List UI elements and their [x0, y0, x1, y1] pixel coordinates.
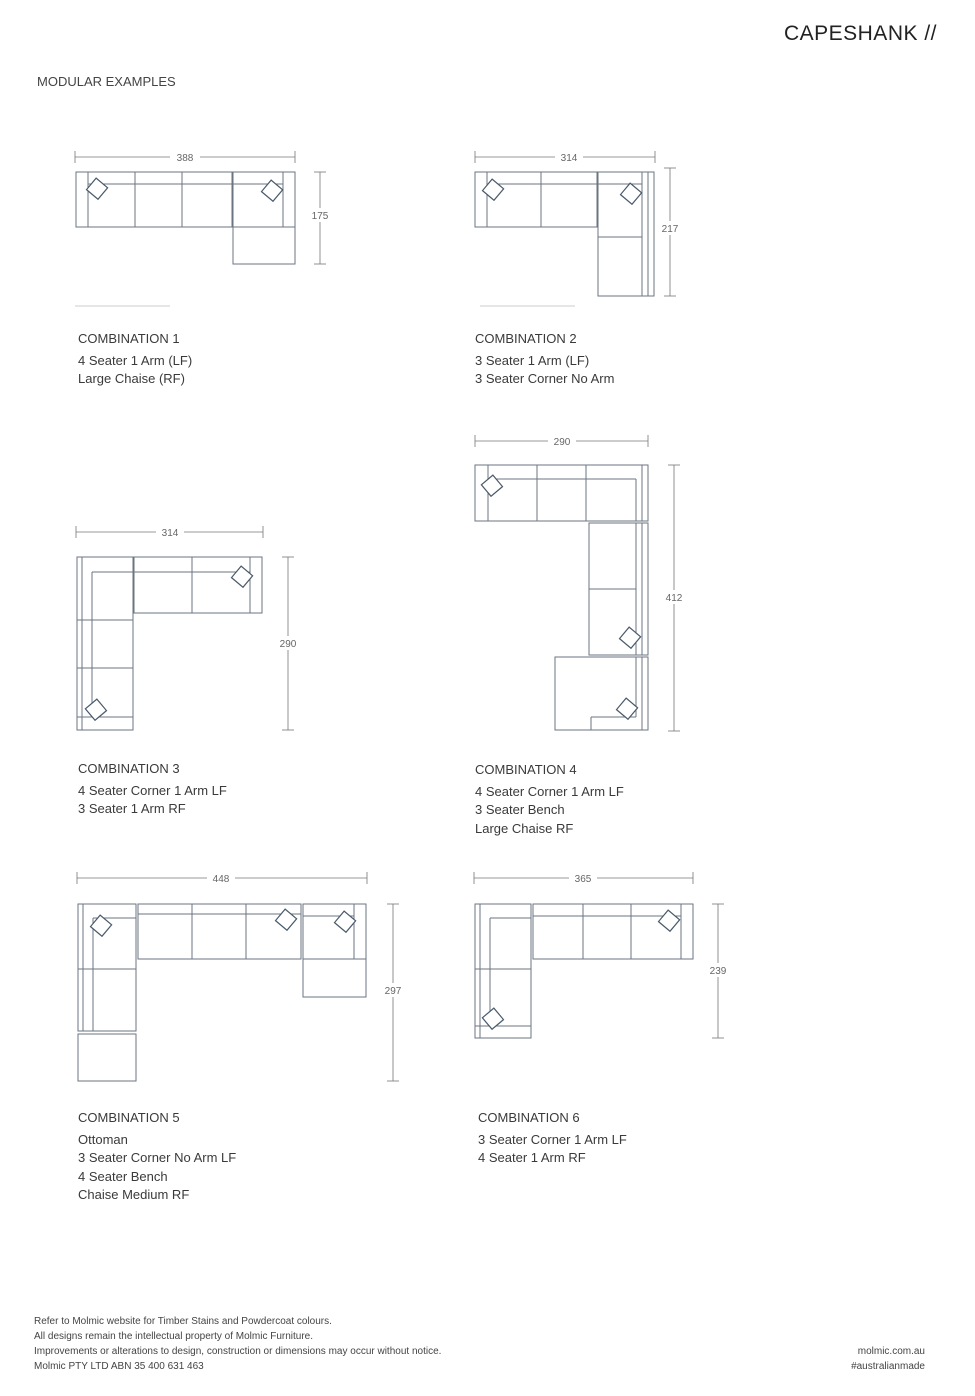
combination-line: 3 Seater Bench [475, 802, 565, 817]
combination-5-drawing [77, 871, 406, 1081]
combination-1-caption [78, 330, 192, 389]
combination-line: 3 Seater Corner 1 Arm LF [478, 1131, 627, 1147]
combination-line: 3 Seater 1 Arm (LF) [475, 352, 590, 368]
combination-title: COMBINATION 6 [478, 1110, 580, 1125]
combination-title: COMBINATION 5 [78, 1110, 180, 1125]
combination-title: COMBINATION 4 [475, 762, 577, 777]
combo-3-width: 314 [161, 528, 179, 539]
section-title: MODULAR EXAMPLES [37, 74, 176, 89]
combination-line: 3 Seater 1 Arm RF [78, 801, 186, 816]
combination-4-drawing [475, 434, 687, 731]
combination-line: Chaise Medium RF [78, 1187, 190, 1202]
combo-5-depth: 297 [384, 986, 402, 997]
combo-4-depth: 412 [665, 593, 683, 604]
combination-line: 4 Seater Corner 1 Arm LF [475, 783, 624, 799]
combination-line: Ottoman [78, 1131, 128, 1147]
combo-6-depth: 239 [709, 966, 727, 977]
combination-line: 4 Seater 1 Arm (LF) [78, 352, 193, 368]
footer-notes [34, 1314, 441, 1374]
footer-note: Refer to Molmic website for Timber Stains and Powdercoat colours. [34, 1316, 332, 1327]
combination-5-caption [78, 1109, 236, 1205]
combination-title: COMBINATION 2 [475, 331, 577, 346]
combo-3-depth: 290 [279, 639, 297, 650]
combination-line: 3 Seater Corner No Arm LF [78, 1150, 237, 1165]
combination-2-drawing [475, 150, 683, 306]
combination-line: 3 Seater Corner No Arm [475, 371, 615, 386]
hashtag: #australianmade [851, 1361, 925, 1372]
combination-3-caption [78, 760, 227, 819]
combo-2-width: 314 [560, 153, 578, 164]
combination-line: Large Chaise (RF) [78, 371, 185, 386]
combination-line: 4 Seater Corner 1 Arm LF [78, 782, 227, 798]
website-link[interactable]: molmic.com.au [857, 1346, 925, 1357]
footer-note: Improvements or alterations to design, construction or dimensions may occur without notice. [34, 1346, 442, 1357]
combo-2-depth: 217 [661, 224, 679, 235]
combination-4-caption [475, 761, 624, 838]
combo-4-width: 290 [553, 437, 571, 448]
combination-6-drawing [474, 871, 731, 1038]
footer-note: Molmic PTY LTD ABN 35 400 631 463 [34, 1361, 204, 1372]
combination-3-drawing [76, 525, 301, 730]
combo-1-width: 388 [176, 153, 194, 164]
combo-1-depth: 175 [311, 211, 329, 222]
combination-title: COMBINATION 3 [78, 761, 180, 776]
combination-title: COMBINATION 1 [78, 331, 180, 346]
combination-2-caption [475, 330, 614, 389]
combination-line: 4 Seater Bench [78, 1168, 168, 1184]
brand-logo: CAPESHANK // [783, 22, 937, 45]
combo-5-width: 448 [212, 874, 230, 885]
footer-links [851, 1344, 925, 1374]
combination-line: 4 Seater 1 Arm RF [478, 1150, 586, 1165]
footer-note: All designs remain the intellectual property of Molmic Furniture. [34, 1331, 314, 1342]
combination-1-drawing [75, 150, 332, 306]
combo-6-width: 365 [574, 874, 592, 885]
combination-line: Large Chaise RF [475, 820, 574, 836]
combination-6-caption [478, 1109, 627, 1168]
